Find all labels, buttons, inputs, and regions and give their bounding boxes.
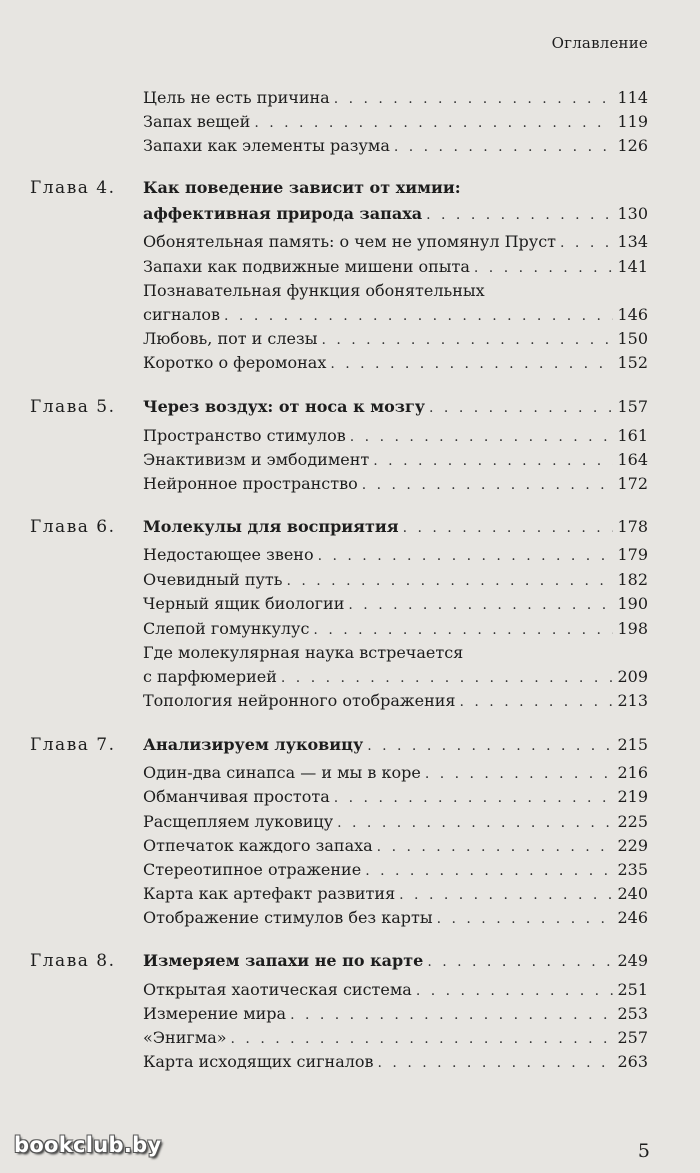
toc-entry-title: Нейронное пространство [143,474,358,493]
toc-entry-title: Любовь, пот и слезы [143,329,318,348]
toc-entry [143,834,648,858]
toc-entry-title: Расщепляем луковицу [143,812,334,831]
chapter-label: Глава 4. [30,178,116,198]
chapter-title: Молекулы для восприятия [143,517,399,536]
toc-entry-page: 215 [617,735,648,754]
toc-entry [143,230,648,254]
toc-entry-page: 146 [617,305,648,324]
toc-entry-page: 251 [617,980,648,999]
chapter-title: Измеряем запахи не по карте [143,951,424,970]
toc-entry-title: с парфюмерией [143,667,277,686]
toc-entry-page: 213 [617,691,648,710]
toc-entry-title: Обманчивая простота [143,787,330,806]
toc-entry [143,906,648,930]
toc-entry-title: Цель не есть причина [143,88,330,107]
toc-entry-title: Пространство стимулов [143,426,346,445]
toc-entry-title: Слепой гомункулус [143,619,310,638]
toc-entry-page: 178 [617,517,648,536]
toc-entry-page: 198 [617,619,648,638]
toc-entry-title: Один-два синапса — и мы в коре [143,763,421,782]
chapter-title: Анализируем луковицу [143,735,364,754]
toc-entry-title: Отображение стимулов без карты [143,908,433,927]
toc-entry-title: «Энигма» [143,1028,227,1047]
toc-entry-title: Открытая хаотическая система [143,980,412,999]
chapter-label: Глава 5. [30,397,116,417]
toc-entry-title: Измерение мира [143,1004,287,1023]
toc-entry-page: 164 [617,450,648,469]
toc-entry-title: Очевидный путь [143,570,283,589]
toc-entry [143,255,648,279]
toc-entry-title: Запахи как элементы разума [143,136,390,155]
toc-entry-title: сигналов [143,305,221,324]
toc-entry-page: 150 [617,329,648,348]
toc-entry [143,761,648,785]
toc-entry-page: 235 [617,860,648,879]
toc-entry-title: Коротко о феромонах [143,353,327,372]
chapter-entry [143,515,648,539]
toc-entry [143,592,648,616]
toc-entry-title: Карта исходящих сигналов [143,1052,374,1071]
toc-entry [143,785,648,809]
toc-entry-page: 119 [617,112,648,131]
chapter-title: Через воздух: от носа к мозгу [143,397,426,416]
page-number: 5 [637,1140,650,1162]
chapter-label: Глава 8. [30,951,116,971]
toc-entry-page: 249 [617,951,648,970]
toc-entry-title: Обонятельная память: о чем не упомянул Пруст [143,232,557,251]
toc-entry-page: 263 [617,1052,648,1071]
chapter-label: Глава 7. [30,735,116,755]
toc-entry-page: 179 [617,545,648,564]
toc-entry-title: Отпечаток каждого запаха [143,836,373,855]
chapter-title-line1: Как поведение зависит от химии: [143,178,461,197]
toc-entry [143,882,648,906]
toc-entry [143,978,648,1002]
toc-entry [143,1026,648,1050]
toc-entry-page: 225 [617,812,648,831]
toc-entry [143,543,648,567]
toc-entry-page: 209 [617,667,648,686]
chapter-title: аффективная природа запаха [143,204,423,223]
toc-entry [143,1050,648,1074]
toc-entry-page: 161 [617,426,648,445]
toc-entry [143,424,648,448]
toc-entry [143,810,648,834]
toc-entry-page: 219 [617,787,648,806]
watermark: bookclub.by [14,1133,162,1157]
chapter-entry [143,949,648,973]
toc-entry [143,617,648,641]
toc-entry-page: 126 [617,136,648,155]
toc-entry-page: 240 [617,884,648,903]
toc-entry [143,448,648,472]
toc-entry [143,858,648,882]
toc-entry [143,689,648,713]
toc-entry-page: 246 [617,908,648,927]
toc-entry [143,110,648,134]
toc-entry-title: Стереотипное отражение [143,860,362,879]
toc-entry-title: Энактивизм и эмбодимент [143,450,370,469]
toc-entry-page: 182 [617,570,648,589]
toc-entry-page: 216 [617,763,648,782]
toc-entry-page: 114 [617,88,648,107]
toc-entry-title: Запах вещей [143,112,251,131]
toc-entry-title: Топология нейронного отображения [143,691,456,710]
toc-entry-page: 141 [617,257,648,276]
toc-entry-page: 257 [617,1028,648,1047]
chapter-label: Глава 6. [30,517,116,537]
toc-entry-title: Карта как артефакт развития [143,884,396,903]
toc-entry-page: 130 [617,204,648,223]
toc-entry [143,351,648,375]
toc-entry [143,665,648,689]
toc-entry-page: 134 [617,232,648,251]
toc-entry [143,1002,648,1026]
toc-entry [143,86,648,110]
toc-entry-line1: Познавательная функция обонятельных [143,281,485,300]
toc-entry-title: Запахи как подвижные мишени опыта [143,257,470,276]
toc-entry-page: 190 [617,594,648,613]
toc-entry-page: 157 [617,397,648,416]
toc-entry [143,134,648,158]
toc-entry-page: 172 [617,474,648,493]
toc-entry [143,472,648,496]
toc-entry-page: 229 [617,836,648,855]
toc-entry-page: 253 [617,1004,648,1023]
toc-entry [143,568,648,592]
chapter-entry [143,202,648,226]
toc-entry-title: Черный ящик биологии [143,594,345,613]
running-head: Оглавление [551,34,648,52]
toc-entry [143,303,648,327]
toc-entry-title: Недостающее звено [143,545,314,564]
toc-entry [143,327,648,351]
toc-entry-page: 152 [617,353,648,372]
chapter-entry [143,733,648,757]
chapter-entry [143,395,648,419]
toc-entry-line1: Где молекулярная наука встречается [143,643,464,662]
